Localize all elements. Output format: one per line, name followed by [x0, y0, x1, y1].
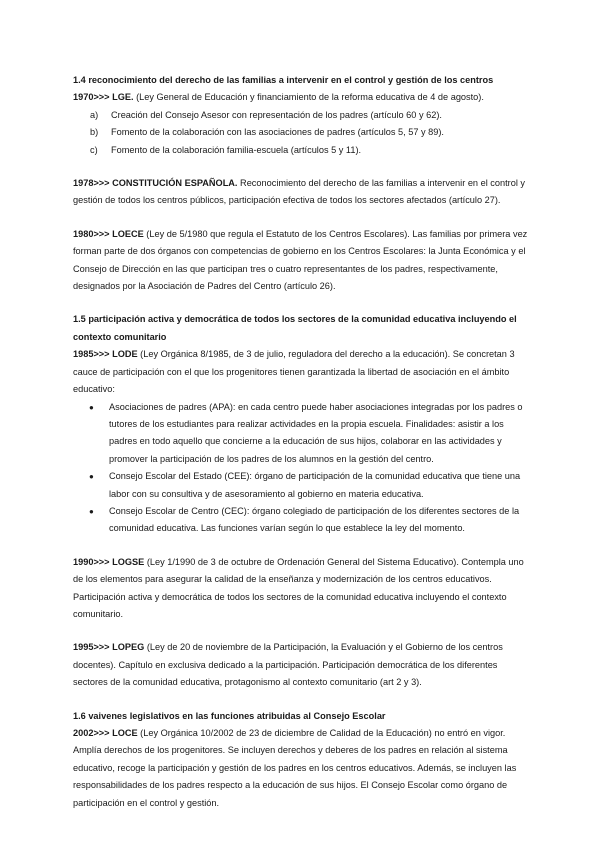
- paragraph-1978: [73, 175, 533, 210]
- year-label: 1978>>>: [73, 178, 113, 189]
- list-item-text: Consejo Escolar de Centro (CEC): órgano colegiado de participación de los diferentes sectores de la comunidad educativa. Las funciones varían según lo que establece la ley del momento.: [109, 505, 520, 534]
- year-label: 1980>>>: [73, 228, 113, 239]
- bullet-list: [73, 399, 533, 538]
- list-item: [73, 124, 533, 141]
- paragraph-1980: [73, 226, 533, 296]
- list-item: [73, 468, 533, 503]
- list-marker: a): [90, 109, 99, 120]
- bullet-icon: ●: [89, 402, 94, 412]
- list-marker: c): [90, 144, 98, 155]
- law-name: LODE: [112, 349, 138, 360]
- year-label: 1985>>>: [73, 349, 113, 360]
- paragraph-text: (Ley Orgánica 10/2002 de 23 de diciembre de Calidad de la Educación) no entró en vigor. Amplía derechos de los progenitores. Se incluyen derechos y deberes de los padres en relación al sistema educativo, recoge la participación y gestión de los padres en los centros educativos. Además, se incluyen las responsabilidades de los padres respecto a la educación de sus hijos. El Consejo Escolar como órgano de participación en el control y gestión.: [73, 728, 517, 808]
- law-name: LOGSE: [112, 556, 145, 567]
- law-name: LOECE: [112, 228, 144, 239]
- paragraph-text: (Ley Orgánica 8/1985, de 3 de julio, reguladora del derecho a la educación). Se concretan 3 cauce de participación con el que los progenitores tienen garantizada la libertad de asociación en el ámbito educativo:: [73, 349, 515, 395]
- paragraph-1970: [73, 89, 533, 106]
- law-name: LOCE: [112, 728, 138, 738]
- paragraph-text: (Ley de 20 de noviembre de la Participación, la Evaluación y el Gobierno de los centros docentes). Capítulo en exclusiva dedicado a la participación. Participación democrática de los diferentes sectores de la comunidad educativa, protagonismo al contexto comunitario (art 2 y 3).: [73, 642, 503, 688]
- paragraph-text: (Ley 1/1990 de 3 de octubre de Ordenación General del Sistema Educativo). Contempla uno de los elementos para asegurar la calidad de la enseñanza y modernización de los centros educativos. Participación activa y democrática de todos los sectores de la comunidad educativa incluyendo el contexto comunitario.: [73, 556, 524, 619]
- document-body: [73, 72, 533, 812]
- bullet-icon: ●: [89, 472, 94, 482]
- list-item-text: Asociaciones de padres (APA): en cada centro puede haber asociaciones integradas por los padres o tutores de los estudiantes para realizar actividades en la propia escuela. Finalidades: asistir a los padres en todo aquello que concierne a la educación de sus hijos, colaborar en las actividades y promover la participación de los padres de los alumnos en la gestión del centro.: [109, 401, 523, 464]
- section-heading-1-6: 1.6 vaivenes legislativos en las funciones atribuidas al Consejo Escolar: [73, 710, 386, 721]
- paragraph-text: (Ley de 5/1980 que regula el Estatuto de los Centros Escolares). Las familias por primera vez forman parte de dos órganos con competencias de gobierno en los Centros Escolares: la Junta Económica y el Consejo de Dirección en las que participan tres o cuatro representantes de los padres, respectivamente, designados por la Asociación de Padres del Centro (artículo 26).: [73, 228, 528, 292]
- year-label: 2002>>>: [73, 728, 113, 738]
- list-item: [73, 399, 533, 469]
- law-name: LOPEG: [112, 642, 145, 653]
- law-name: CONSTITUCIÓN ESPAÑOLA.: [112, 178, 238, 189]
- list-item-text: Fomento de la colaboración con las asociaciones de padres (artículos 5, 57 y 89).: [111, 127, 444, 138]
- paragraph-text: (Ley General de Educación y financiamiento de la reforma educativa de 4 de agosto).: [133, 92, 484, 103]
- paragraph-2002: [73, 725, 533, 812]
- list-item-text: Creación del Consejo Asesor con representación de los padres (artículo 60 y 62).: [111, 109, 442, 120]
- lettered-list: [73, 107, 533, 159]
- list-item: [73, 503, 533, 538]
- list-item: [73, 142, 533, 159]
- list-item-text: Fomento de la colaboración familia-escuela (artículos 5 y 11).: [111, 144, 362, 155]
- paragraph-1990: [73, 554, 533, 624]
- year-label: 1970>>>: [73, 92, 113, 103]
- list-item-text: Consejo Escolar del Estado (CEE): órgano de participación de la comunidad educativa que tiene una labor con su consultiva y de asesoramiento al gobierno en materia educativa.: [109, 471, 521, 499]
- year-label: 1995>>>: [73, 642, 113, 653]
- list-marker: b): [90, 127, 99, 138]
- paragraph-text: Reconocimiento del derecho de las familias a intervenir en el control y gestión de todos los centros públicos, participación efectiva de todos los sectores afectados (artículo 27).: [73, 178, 526, 206]
- section-heading-1-4: 1.4 reconocimiento del derecho de las familias a intervenir en el control y gestión de los centros: [73, 75, 494, 85]
- section-heading-1-5: 1.5 participación activa y democrática de todos los sectores de la comunidad educativa incluyendo el contexto comunitario: [73, 314, 517, 342]
- list-item: [73, 107, 533, 124]
- law-name: LGE.: [112, 92, 134, 103]
- bullet-icon: ●: [89, 506, 94, 516]
- paragraph-1995: [73, 639, 533, 691]
- year-label: 1990>>>: [73, 556, 113, 567]
- paragraph-1985: [73, 346, 533, 398]
